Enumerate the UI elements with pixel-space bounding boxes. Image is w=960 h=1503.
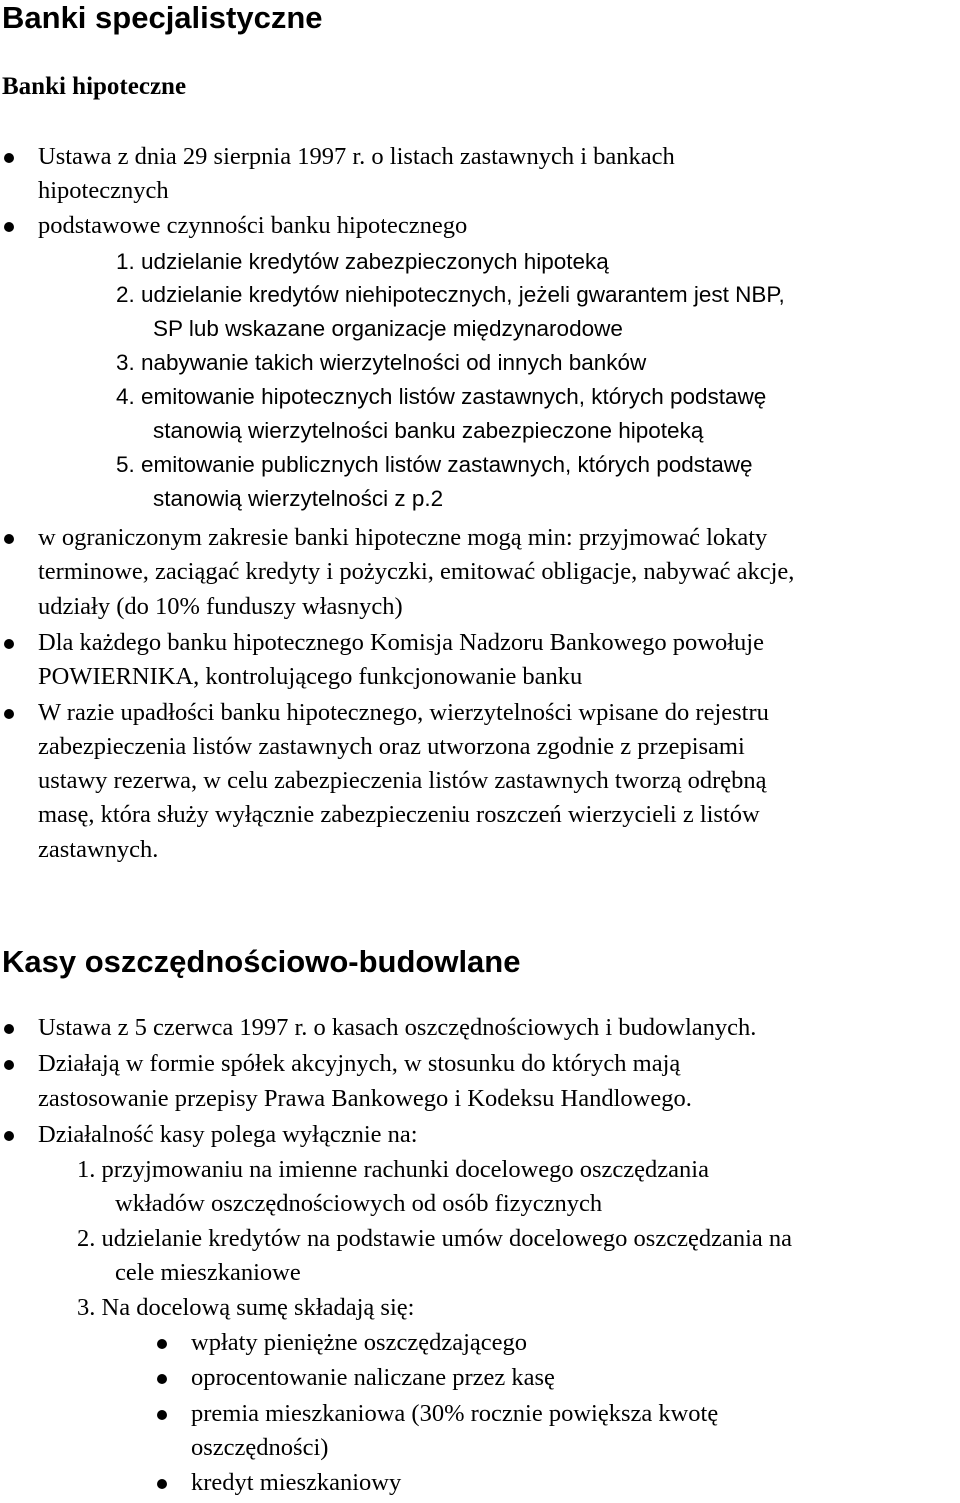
- list-item-continuation: masę, która służy wyłącznie zabezpieczeniu roszczeń wierzycieli z listów: [38, 801, 760, 828]
- numbered-item-1-continuation: wkładów oszczędnościowych od osób fizycznych: [115, 1190, 603, 1217]
- sub-list-item: premia mieszkaniowa (30% rocznie powiększa kwotę: [191, 1400, 719, 1427]
- list-item: podstawowe czynności banku hipotecznego: [38, 212, 468, 239]
- numbered-item-4: 4. emitowanie hipotecznych listów zastawnych, których podstawę: [116, 384, 767, 409]
- numbered-item-1: 1. udzielanie kredytów zabezpieczonych hipoteką: [116, 249, 609, 274]
- numbered-item-2: 2. udzielanie kredytów na podstawie umów docelowego oszczędzania na: [77, 1225, 792, 1252]
- bullet-icon: [4, 222, 14, 232]
- numbered-item-1: 1. przyjmowaniu na imienne rachunki docelowego oszczędzania: [77, 1156, 709, 1183]
- list-item: Działalność kasy polega wyłącznie na:: [38, 1121, 418, 1148]
- list-item-continuation: zabezpieczenia listów zastawnych oraz utworzona zgodnie z przepisami: [38, 733, 745, 760]
- bullet-icon: [4, 153, 14, 163]
- bullet-icon: [4, 534, 14, 544]
- bullet-icon: [4, 709, 14, 719]
- list-item: Dla każdego banku hipotecznego Komisja Nadzoru Bankowego powołuje: [38, 629, 764, 656]
- list-item-continuation: hipotecznych: [38, 177, 169, 204]
- sub-list-item: oprocentowanie naliczane przez kasę: [191, 1364, 555, 1391]
- numbered-item-2-continuation: cele mieszkaniowe: [115, 1259, 301, 1286]
- list-item-continuation: ustawy rezerwa, w celu zabezpieczenia listów zastawnych tworzą odrębną: [38, 767, 767, 794]
- list-item: w ograniczonym zakresie banki hipoteczne mogą min: przyjmować lokaty: [38, 524, 768, 551]
- bullet-icon: [157, 1339, 167, 1349]
- bullet-icon: [157, 1479, 167, 1489]
- bullet-icon: [157, 1374, 167, 1384]
- list-item: Działają w formie spółek akcyjnych, w stosunku do których mają: [38, 1050, 681, 1077]
- bullet-icon: [4, 1131, 14, 1141]
- page-title: Banki specjalistyczne: [2, 0, 323, 35]
- numbered-item-4-continuation: stanowią wierzytelności banku zabezpieczone hipoteką: [153, 418, 704, 443]
- bullet-icon: [4, 1024, 14, 1034]
- numbered-item-5: 5. emitowanie publicznych listów zastawnych, których podstawę: [116, 452, 753, 477]
- list-item-continuation: terminowe, zaciągać kredyty i pożyczki, emitować obligacje, nabywać akcje,: [38, 558, 795, 585]
- list-item-continuation: POWIERNIKA, kontrolującego funkcjonowanie banku: [38, 663, 583, 690]
- list-item-continuation: udziały (do 10% funduszy własnych): [38, 593, 403, 620]
- numbered-item-2-continuation: SP lub wskazane organizacje międzynarodowe: [153, 316, 623, 341]
- numbered-item-2: 2. udzielanie kredytów niehipotecznych, jeżeli gwarantem jest NBP,: [116, 282, 785, 307]
- numbered-item-3: 3. Na docelową sumę składają się:: [77, 1294, 415, 1321]
- numbered-item-5-continuation: stanowią wierzytelności z p.2: [153, 486, 444, 511]
- numbered-item-3: 3. nabywanie takich wierzytelności od innych banków: [116, 350, 647, 375]
- bullet-icon: [4, 639, 14, 649]
- list-item: Ustawa z 5 czerwca 1997 r. o kasach oszczędnościowych i budowlanych.: [38, 1014, 757, 1041]
- list-item: W razie upadłości banku hipotecznego, wierzytelności wpisane do rejestru: [38, 699, 769, 726]
- list-item: Ustawa z dnia 29 sierpnia 1997 r. o listach zastawnych i bankach: [38, 143, 675, 170]
- list-item-continuation: zastawnych.: [38, 836, 159, 863]
- bullet-icon: [157, 1410, 167, 1420]
- sub-list-item-continuation: oszczędności): [191, 1434, 329, 1461]
- section-heading-banki-hipoteczne: Banki hipoteczne: [2, 73, 187, 100]
- section-heading-kasy: Kasy oszczędnościowo-budowlane: [2, 944, 521, 979]
- bullet-icon: [4, 1060, 14, 1070]
- sub-list-item: wpłaty pieniężne oszczędzającego: [191, 1329, 528, 1356]
- list-item-continuation: zastosowanie przepisy Prawa Bankowego i Kodeksu Handlowego.: [38, 1085, 692, 1112]
- sub-list-item: kredyt mieszkaniowy: [191, 1469, 402, 1496]
